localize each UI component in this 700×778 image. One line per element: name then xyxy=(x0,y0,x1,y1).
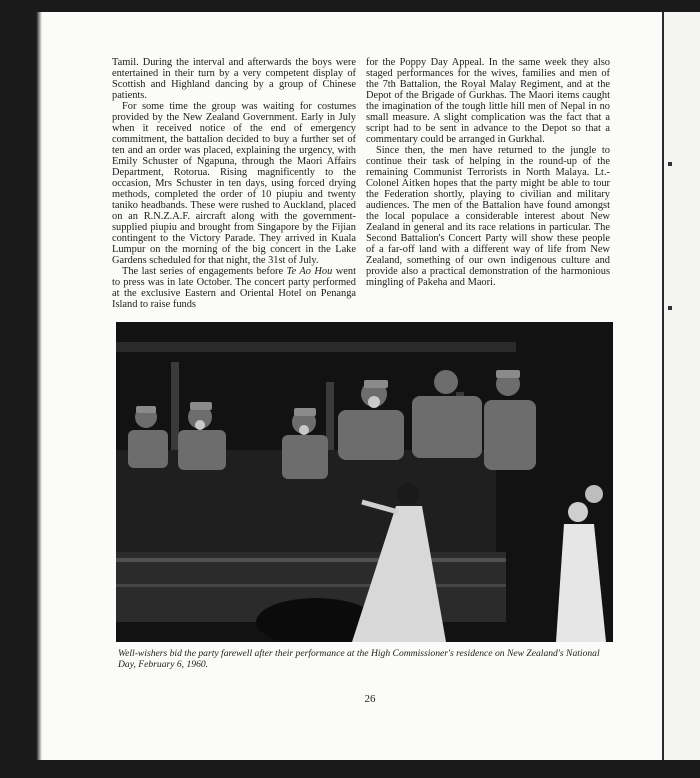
paragraph: Since then, the men have returned to the jungle to continue their task of helping in the round-up of the remaining Communist Terrorists in North Malaya. Lt.-Colonel Aitken hopes that the party might be able to tour the Federation shortly, playing to civilian and military audiences. The men of the Battalion have found amongst the local populace a considerable interest about New Zealand in general and its race relations in particular. The Second Battalion's Concert Party will show these people of a far-off land with a different way of life from New Zealand, something of our own indigenous culture and provide also a practical demonstration of the harmonious mingling of Pakeha and Maori. xyxy=(366,145,610,288)
paragraph: For some time the group was waiting for costumes provided by the New Zealand Government. Early in July when it received notice of the end of emergency commitment, the battalion decided to buy a further set of ten and an order was placed, explaining the urgency, with Emily Schuster of Ngapuna, through the Maori Affairs Department, Rotorua. Rising magnificently to the occasion, Mrs Schuster in ten days, using forced drying methods, completed the order of 10 piupiu and twenty taniko headbands. These were rushed to Auckland, placed on an R.N.Z.A.F. aircraft along with the government-supplied piupiu and brought from Singapore by the Fijian contingent to the Victory Parade. They arrived in Kuala Lumpur on the morning of the big concert in the Lake Gardens scheduled for that night, the 31st of July. xyxy=(112,101,356,266)
margin-mark xyxy=(668,162,672,166)
text-run: The last series of engagements before xyxy=(122,266,287,277)
adjacent-page-edge xyxy=(664,12,700,760)
page-number: 26 xyxy=(364,693,376,705)
photo-illustration xyxy=(116,322,613,642)
photo-caption: Well-wishers bid the party farewell after their performance at the High Commissioner's residence on New Zealand's National Day, February 6, 1960. xyxy=(118,648,600,670)
article-column-right xyxy=(366,57,610,288)
margin-mark xyxy=(668,306,672,310)
paragraph: for the Poppy Day Appeal. In the same week they also staged performances for the wives, families and men of the 7th Battalion, the Royal Malay Regiment, and at the Depot of the Brigade of Gurkhas. The Maori items caught the imagination of the tough little hill men of Nepal in no small measure. A slight complication was the fact that a script had to be sent in advance to the Depot so that a commentary could be arranged in Gurkhal. xyxy=(366,57,610,145)
farewell-photograph xyxy=(116,322,613,642)
article-column-left xyxy=(112,57,356,310)
magazine-title: Te Ao Hou xyxy=(286,266,333,277)
paragraph xyxy=(112,266,356,310)
paragraph: Tamil. During the interval and afterwards the boys were entertained in their turn by a very competent display of Scottish and Highland dancing by a group of Chinese patients. xyxy=(112,57,356,101)
binding-shadow xyxy=(36,12,42,760)
text-run: went to press was in late October. The concert party performed at the exclusive Eastern and Oriental Hotel on Penanga Island to raise funds xyxy=(112,266,356,310)
